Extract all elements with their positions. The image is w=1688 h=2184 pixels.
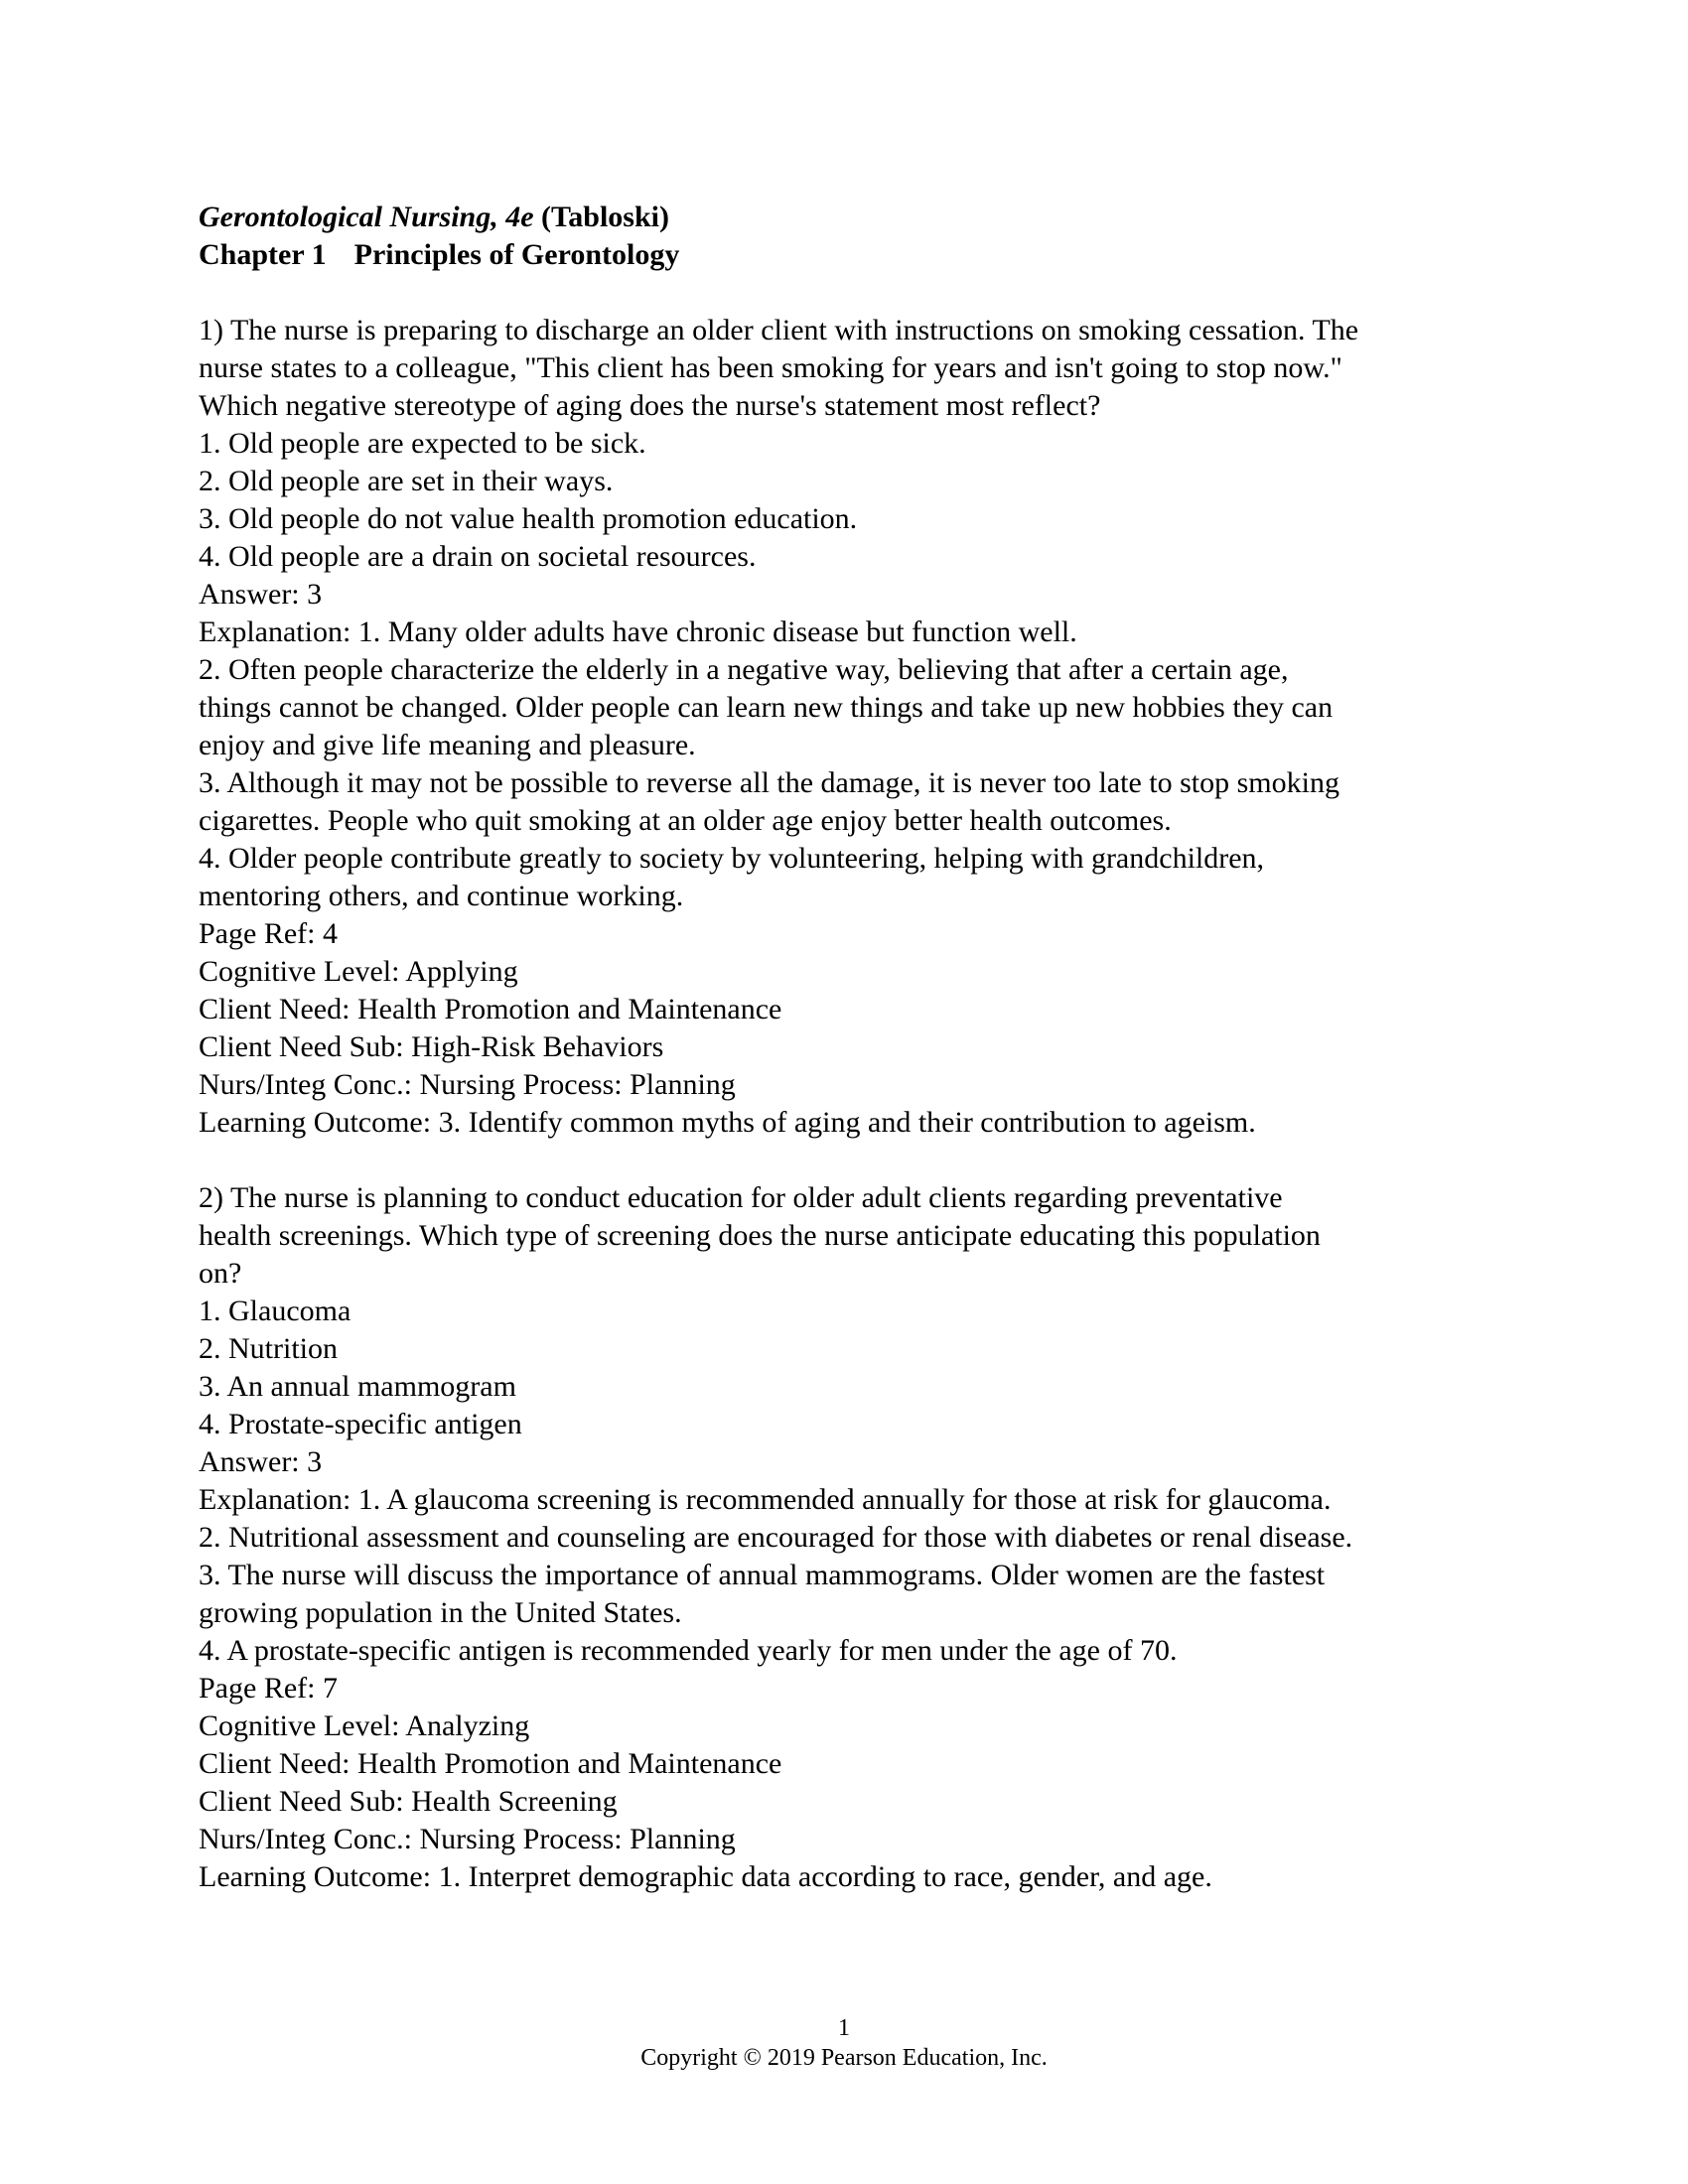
answer-option: 2. Nutrition bbox=[199, 1332, 338, 1365]
explanation-line: things cannot be changed. Older people can learn new things and take up new hobbies they can bbox=[199, 691, 1334, 724]
chapter-heading bbox=[199, 236, 1489, 274]
client-need: Client Need: Health Promotion and Maintenance bbox=[199, 1747, 782, 1780]
question-1 bbox=[199, 312, 1489, 1142]
explanation-line: growing population in the United States. bbox=[199, 1596, 682, 1629]
explanation-line: Explanation: 1. Many older adults have chronic disease but function well. bbox=[199, 615, 1077, 648]
explanation-line: 3. The nurse will discuss the importance of annual mammograms. Older women are the fastest bbox=[199, 1559, 1326, 1591]
page-ref: Page Ref: 7 bbox=[199, 1672, 338, 1705]
page-ref: Page Ref: 4 bbox=[199, 917, 338, 950]
learning-outcome: Learning Outcome: 3. Identify common myths of aging and their contribution to ageism. bbox=[199, 1106, 1256, 1139]
nurs-integ-conc: Nurs/Integ Conc.: Nursing Process: Planning bbox=[199, 1068, 736, 1101]
document-page bbox=[199, 199, 1489, 1896]
answer-key: Answer: 3 bbox=[199, 1445, 323, 1478]
client-need-sub: Client Need Sub: Health Screening bbox=[199, 1785, 618, 1818]
question-stem-line: Which negative stereotype of aging does the nurse's statement most reflect? bbox=[199, 389, 1101, 422]
explanation-line: Explanation: 1. A glaucoma screening is recommended annually for those at risk for glaucoma. bbox=[199, 1483, 1332, 1516]
chapter-label: Chapter 1 bbox=[199, 238, 327, 271]
explanation-line: enjoy and give life meaning and pleasure. bbox=[199, 729, 696, 761]
answer-key: Answer: 3 bbox=[199, 578, 323, 611]
book-title-line bbox=[199, 199, 1489, 236]
explanation-line: mentoring others, and continue working. bbox=[199, 880, 684, 912]
explanation-line: 4. A prostate-specific antigen is recommended yearly for men under the age of 70. bbox=[199, 1634, 1178, 1667]
page-number: 1 bbox=[838, 2015, 850, 2041]
book-title: Gerontological Nursing, 4e bbox=[199, 201, 534, 233]
answer-option: 4. Old people are a drain on societal resources. bbox=[199, 540, 757, 573]
answer-option: 3. An annual mammogram bbox=[199, 1370, 516, 1403]
client-need: Client Need: Health Promotion and Maintenance bbox=[199, 993, 782, 1025]
explanation-line: 2. Often people characterize the elderly in a negative way, believing that after a certain age, bbox=[199, 653, 1289, 686]
question-stem-line: 2) The nurse is planning to conduct education for older adult clients regarding preventative bbox=[199, 1181, 1283, 1214]
client-need-sub: Client Need Sub: High-Risk Behaviors bbox=[199, 1030, 664, 1063]
answer-option: 1. Glaucoma bbox=[199, 1295, 352, 1327]
copyright-notice: Copyright © 2019 Pearson Education, Inc. bbox=[640, 2045, 1048, 2071]
explanation-line: cigarettes. People who quit smoking at an older age enjoy better health outcomes. bbox=[199, 804, 1172, 837]
book-author: (Tabloski) bbox=[541, 201, 669, 233]
cognitive-level: Cognitive Level: Analyzing bbox=[199, 1709, 530, 1742]
answer-option: 3. Old people do not value health promotion education. bbox=[199, 502, 858, 535]
question-stem-line: 1) The nurse is preparing to discharge an older client with instructions on smoking cessation. The bbox=[199, 314, 1359, 346]
explanation-line: 3. Although it may not be possible to reverse all the damage, it is never too late to stop smoking bbox=[199, 766, 1339, 799]
nurs-integ-conc: Nurs/Integ Conc.: Nursing Process: Planning bbox=[199, 1823, 736, 1855]
question-2 bbox=[199, 1179, 1489, 1896]
question-stem-line: health screenings. Which type of screening does the nurse anticipate educating this population bbox=[199, 1219, 1321, 1252]
explanation-line: 2. Nutritional assessment and counseling are encouraged for those with diabetes or renal disease. bbox=[199, 1521, 1353, 1554]
answer-option: 4. Prostate-specific antigen bbox=[199, 1408, 522, 1440]
explanation-line: 4. Older people contribute greatly to society by volunteering, helping with grandchildren, bbox=[199, 842, 1265, 875]
answer-option: 2. Old people are set in their ways. bbox=[199, 465, 614, 497]
question-stem-line: nurse states to a colleague, "This client has been smoking for years and isn't going to stop now." bbox=[199, 351, 1342, 384]
chapter-title: Principles of Gerontology bbox=[353, 238, 680, 271]
learning-outcome: Learning Outcome: 1. Interpret demographic data according to race, gender, and age. bbox=[199, 1860, 1212, 1893]
question-stem-line: on? bbox=[199, 1257, 242, 1290]
cognitive-level: Cognitive Level: Applying bbox=[199, 955, 518, 988]
answer-option: 1. Old people are expected to be sick. bbox=[199, 427, 646, 460]
